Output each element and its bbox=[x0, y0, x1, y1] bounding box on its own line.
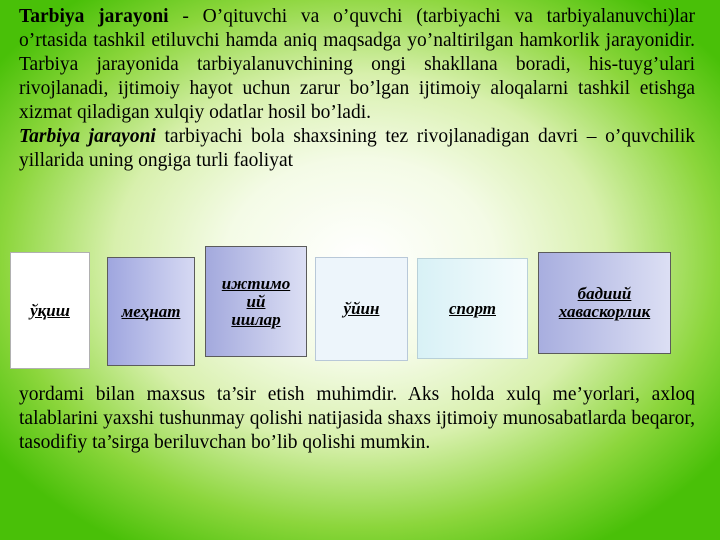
emphasis-text: tarbiyachi bola shaxsining tez rivojlanadigan davri – o’quvchilik yillarida uning ongiga turli faoliyat bbox=[19, 126, 695, 171]
activity-label: ўйин bbox=[343, 299, 380, 318]
activity-box-play bbox=[315, 257, 408, 361]
activity-box-social-work bbox=[205, 246, 307, 357]
conclusion-paragraph: yordami bilan maxsus ta’sir etish muhimdir. Aks holda xulq me’yorlari, axloq talablarini yaxshi tushunmay qolishi natijasida shaxs ijtimoiy munosabatlarda beqaror, tasodifiy ta’sirga beriluvchan bo’lib qolishi mumkin. bbox=[19, 384, 695, 453]
activity-label: спорт bbox=[449, 298, 496, 318]
activity-label: бадиий хаваскорлик bbox=[558, 284, 651, 321]
intro-paragraph bbox=[19, 5, 695, 173]
activity-label: меҳнат bbox=[121, 301, 181, 321]
activity-box-reading bbox=[10, 252, 90, 369]
activity-box-amateur-art bbox=[538, 252, 671, 354]
activity-label: ўқиш bbox=[30, 300, 70, 320]
definition-term: Tarbiya jarayoni bbox=[19, 6, 169, 27]
activity-label: ижтимо ий ишлар bbox=[221, 273, 291, 329]
emphasis-term: Tarbiya jarayoni bbox=[19, 126, 156, 147]
definition-text: - O’qituvchi va o’quvchi (tarbiyachi va tarbiyalanuvchi)lar o’rtasida tashkil etiluvchi hamda aniq maqsadga yo’naltirilgan hamkorlik jarayonidir. Tarbiya jarayonida tarbiyalanuvchining ongi shakllana boradi, his-tuyg’ulari rivojlanadi, ijtimoiy hayot uchun zarur bo’lgan ijtimoiy aloqalarni tashkil etishga xizmat qiladigan xulqiy odatlar hosil bo’ladi. bbox=[19, 6, 696, 123]
activity-box-labor bbox=[107, 257, 195, 366]
activity-box-sport bbox=[417, 258, 528, 359]
